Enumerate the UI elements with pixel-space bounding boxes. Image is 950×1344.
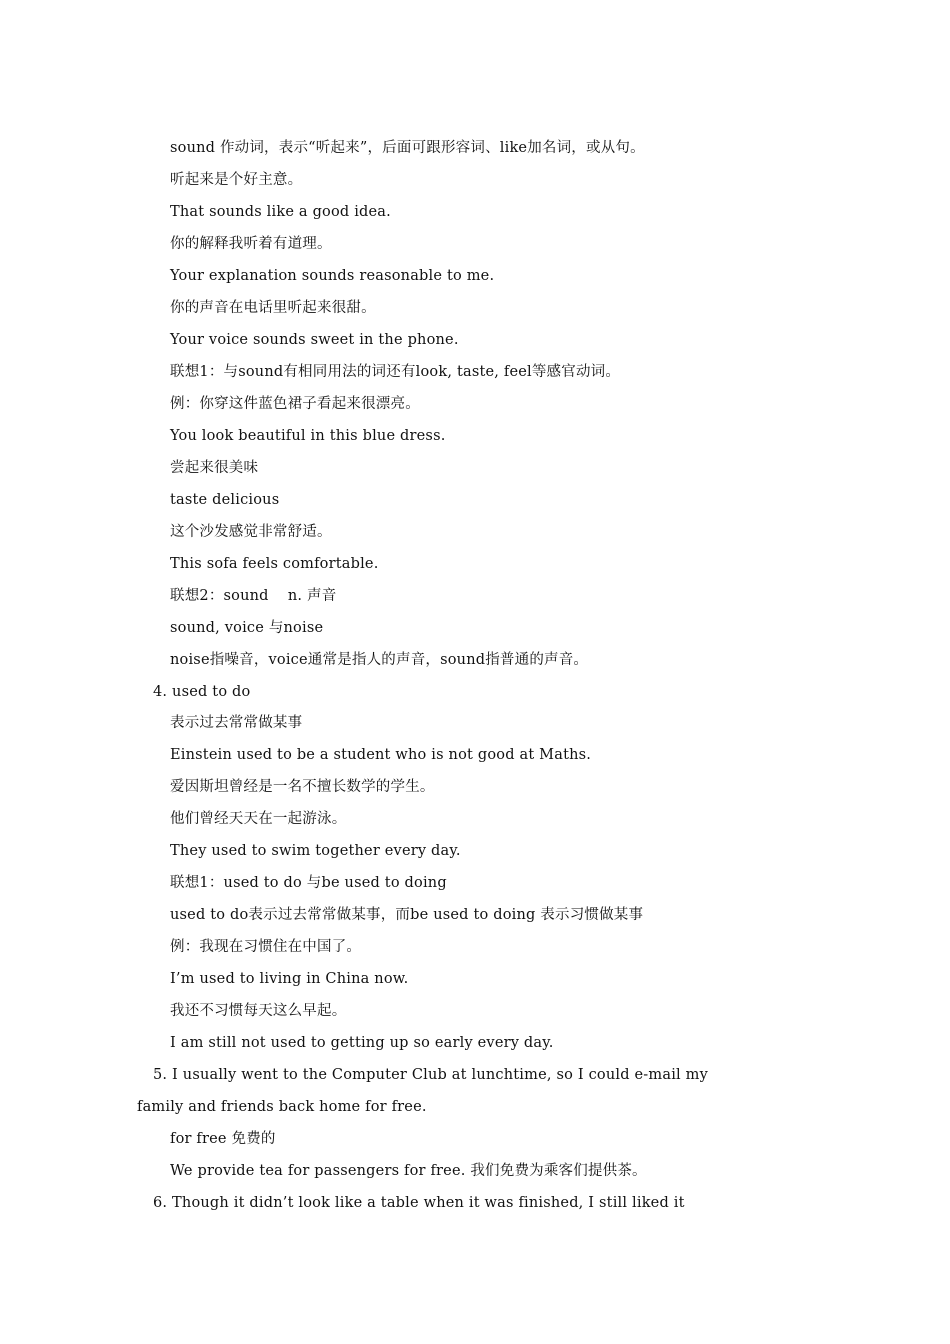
text-line: family and friends back home for free. [137, 1099, 427, 1115]
text-line: I’m used to living in China now. [170, 971, 409, 987]
text-line: noise指噪音，voice通常是指人的声音，sound指普通的声音。 [170, 652, 589, 668]
text-line: 例：你穿这件蓝色裙子看起来很漂亮。 [170, 396, 420, 412]
text-line: You look beautiful in this blue dress. [170, 428, 446, 444]
text-line: I am still not used to getting up so early every day. [170, 1035, 554, 1051]
text-line: Your explanation sounds reasonable to me. [170, 268, 495, 284]
text-line: Einstein used to be a student who is not good at Maths. [170, 747, 592, 763]
text-line: 联想1：used to do 与be used to doing [170, 875, 447, 891]
text-line: 你的解释我听着有道理。 [170, 236, 332, 252]
text-line: 表示过去常常做某事 [170, 715, 303, 731]
text-line: 他们曾经天天在一起游泳。 [170, 811, 347, 827]
text-line: 例：我现在习惯住在中国了。 [170, 939, 362, 955]
text-line: 爱因斯坦曾经是一名不擅长数学的学生。 [170, 779, 435, 795]
text-line: sound 作动词，表示“听起来”，后面可跟形容词、like加名词，或从句。 [170, 140, 645, 156]
numbered-heading: 4. used to do [153, 684, 251, 700]
text-line: 这个沙发感觉非常舒适。 [170, 524, 332, 540]
text-line: 听起来是个好主意。 [170, 172, 303, 188]
numbered-heading: 6. Though it didn’t look like a table when it was finished, I still liked it [153, 1195, 685, 1211]
text-line: used to do表示过去常常做某事，而be used to doing 表示习惯做某事 [170, 907, 644, 923]
text-line: taste delicious [170, 492, 280, 508]
text-line: 尝起来很美味 [170, 460, 259, 476]
text-line: 我还不习惯每天这么早起。 [170, 1003, 347, 1019]
text-line: They used to swim together every day. [170, 843, 461, 859]
text-line: 你的声音在电话里听起来很甜。 [170, 300, 376, 316]
text-line: for free 免费的 [170, 1131, 276, 1147]
text-line: This sofa feels comfortable. [170, 556, 379, 572]
text-line: 联想1：与sound有相同用法的词还有look, taste, feel等感官动词。 [170, 364, 621, 380]
text-line: That sounds like a good idea. [170, 204, 391, 220]
text-line: 联想2：sound n. 声音 [170, 588, 337, 604]
text-line: sound, voice 与noise [170, 620, 324, 636]
text-line: We provide tea for passengers for free. 我们免费为乘客们提供茶。 [170, 1163, 647, 1179]
numbered-heading: 5. I usually went to the Computer Club at lunchtime, so I could e-mail my [153, 1067, 709, 1083]
text-line: Your voice sounds sweet in the phone. [170, 332, 459, 348]
